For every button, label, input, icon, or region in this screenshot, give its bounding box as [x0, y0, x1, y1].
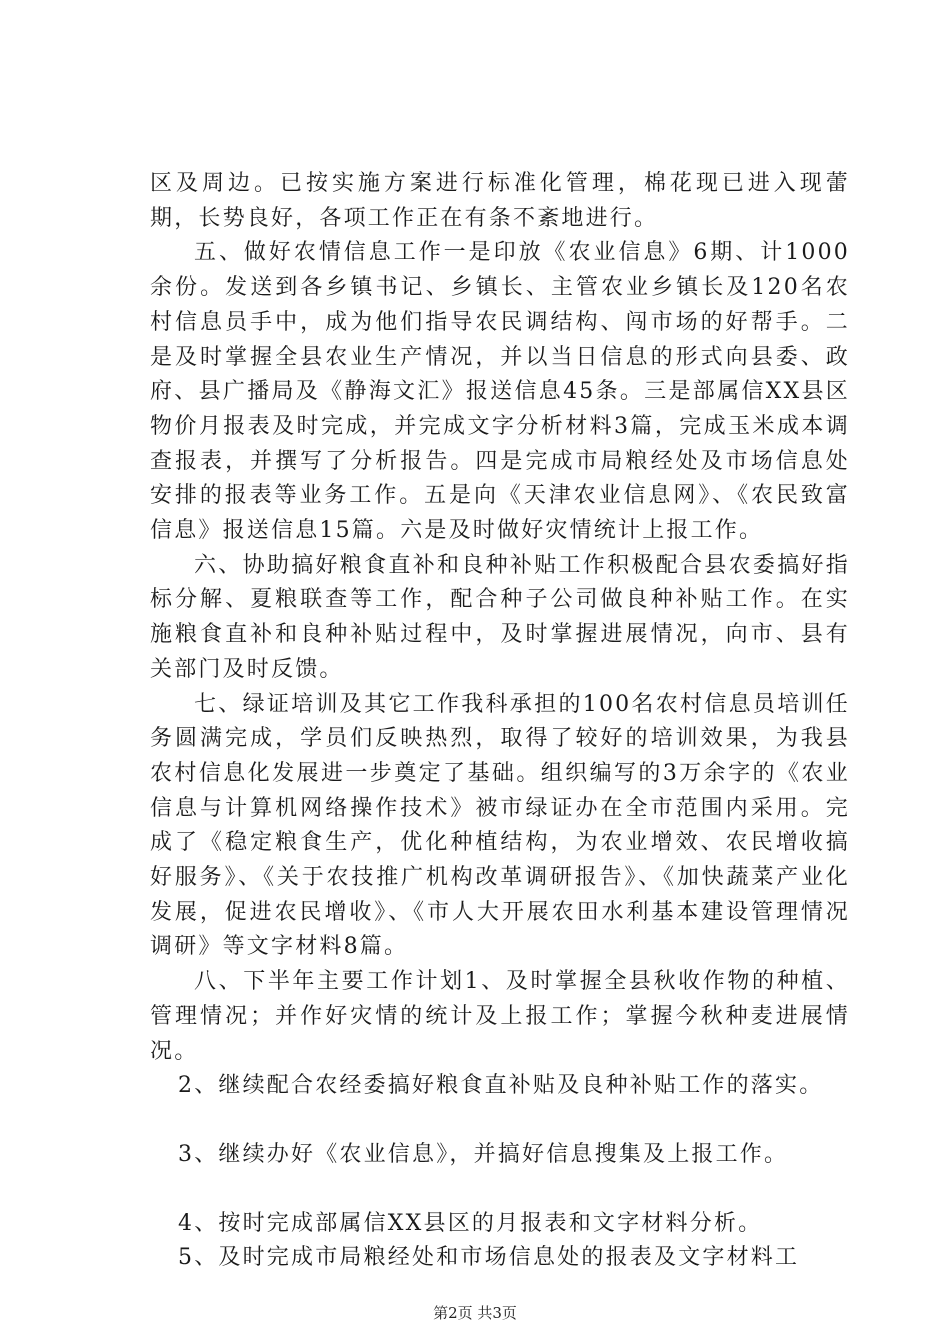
plan-item-4: 4、按时完成部属信XX县区的月报表和文字材料分析。 — [178, 1210, 763, 1236]
paragraph-section-6: 六、协助搞好粮食直补和良种补贴工作积极配合县农委搞好指标分解、夏粮联查等工作，配合种子公司做良种补贴工作。在实施粮食直补和良种补贴过程中，及时掌握进展情况，向市、县有关部门及时反馈。 — [150, 552, 850, 682]
paragraph-continuation: 区及周边。已按实施方案进行标准化管理，棉花现已进入现蕾期，长势良好，各项工作正在有条不紊地进行。 — [150, 171, 850, 231]
paragraph-section-8: 八、下半年主要工作计划1、及时掌握全县秋收作物的种植、管理情况；并作好灾情的统计及上报工作；掌握今秋种麦进展情况。 — [150, 969, 850, 1064]
document-body — [150, 167, 850, 1276]
paragraph-section-5: 五、做好农情信息工作一是印放《农业信息》6期、计1000余份。发送到各乡镇书记、乡镇长、主管农业乡镇长及120名农村信息员手中，成为他们指导农民调结构、闯市场的好帮手。二是及时掌握全县农业生产情况，并以当日信息的形式向县委、政府、县广播局及《静海文汇》报送信息45条。三是部属信XX县区物价月报表及时完成，并完成文字分析材料3篇，完成玉米成本调查报表，并撰写了分析报告。四是完成市局粮经处及市场信息处安排的报表等业务工作。五是向《天津农业信息网》、《农民致富信息》报送信息15篇。六是及时做好灾情统计上报工作。 — [150, 240, 850, 544]
page-number-footer: 第2页 共3页 — [433, 1304, 517, 1322]
plan-item-2: 2、继续配合农经委搞好粮食直补贴及良种补贴工作的落实。 — [178, 1073, 824, 1099]
plan-item-5: 5、及时完成市局粮经处和市场信息处的报表及文字材料工 — [178, 1245, 800, 1271]
plan-item-3: 3、继续办好《农业信息》，并搞好信息搜集及上报工作。 — [178, 1141, 789, 1167]
paragraph-section-7: 七、绿证培训及其它工作我科承担的100名农村信息员培训任务圆满完成，学员们反映热烈，取得了较好的培训效果，为我县农村信息化发展进一步奠定了基础。组织编写的3万余字的《农业信息与计算机网络操作技术》被市绿证办在全市范围内采用。完成了《稳定粮食生产，优化种植结构，为农业增效、农民增收搞好服务》、《关于农技推广机构改革调研报告》、《加快蔬菜产业化发展，促进农民增收》、《市人大开展农田水利基本建设管理情况调研》等文字材料8篇。 — [150, 691, 850, 960]
